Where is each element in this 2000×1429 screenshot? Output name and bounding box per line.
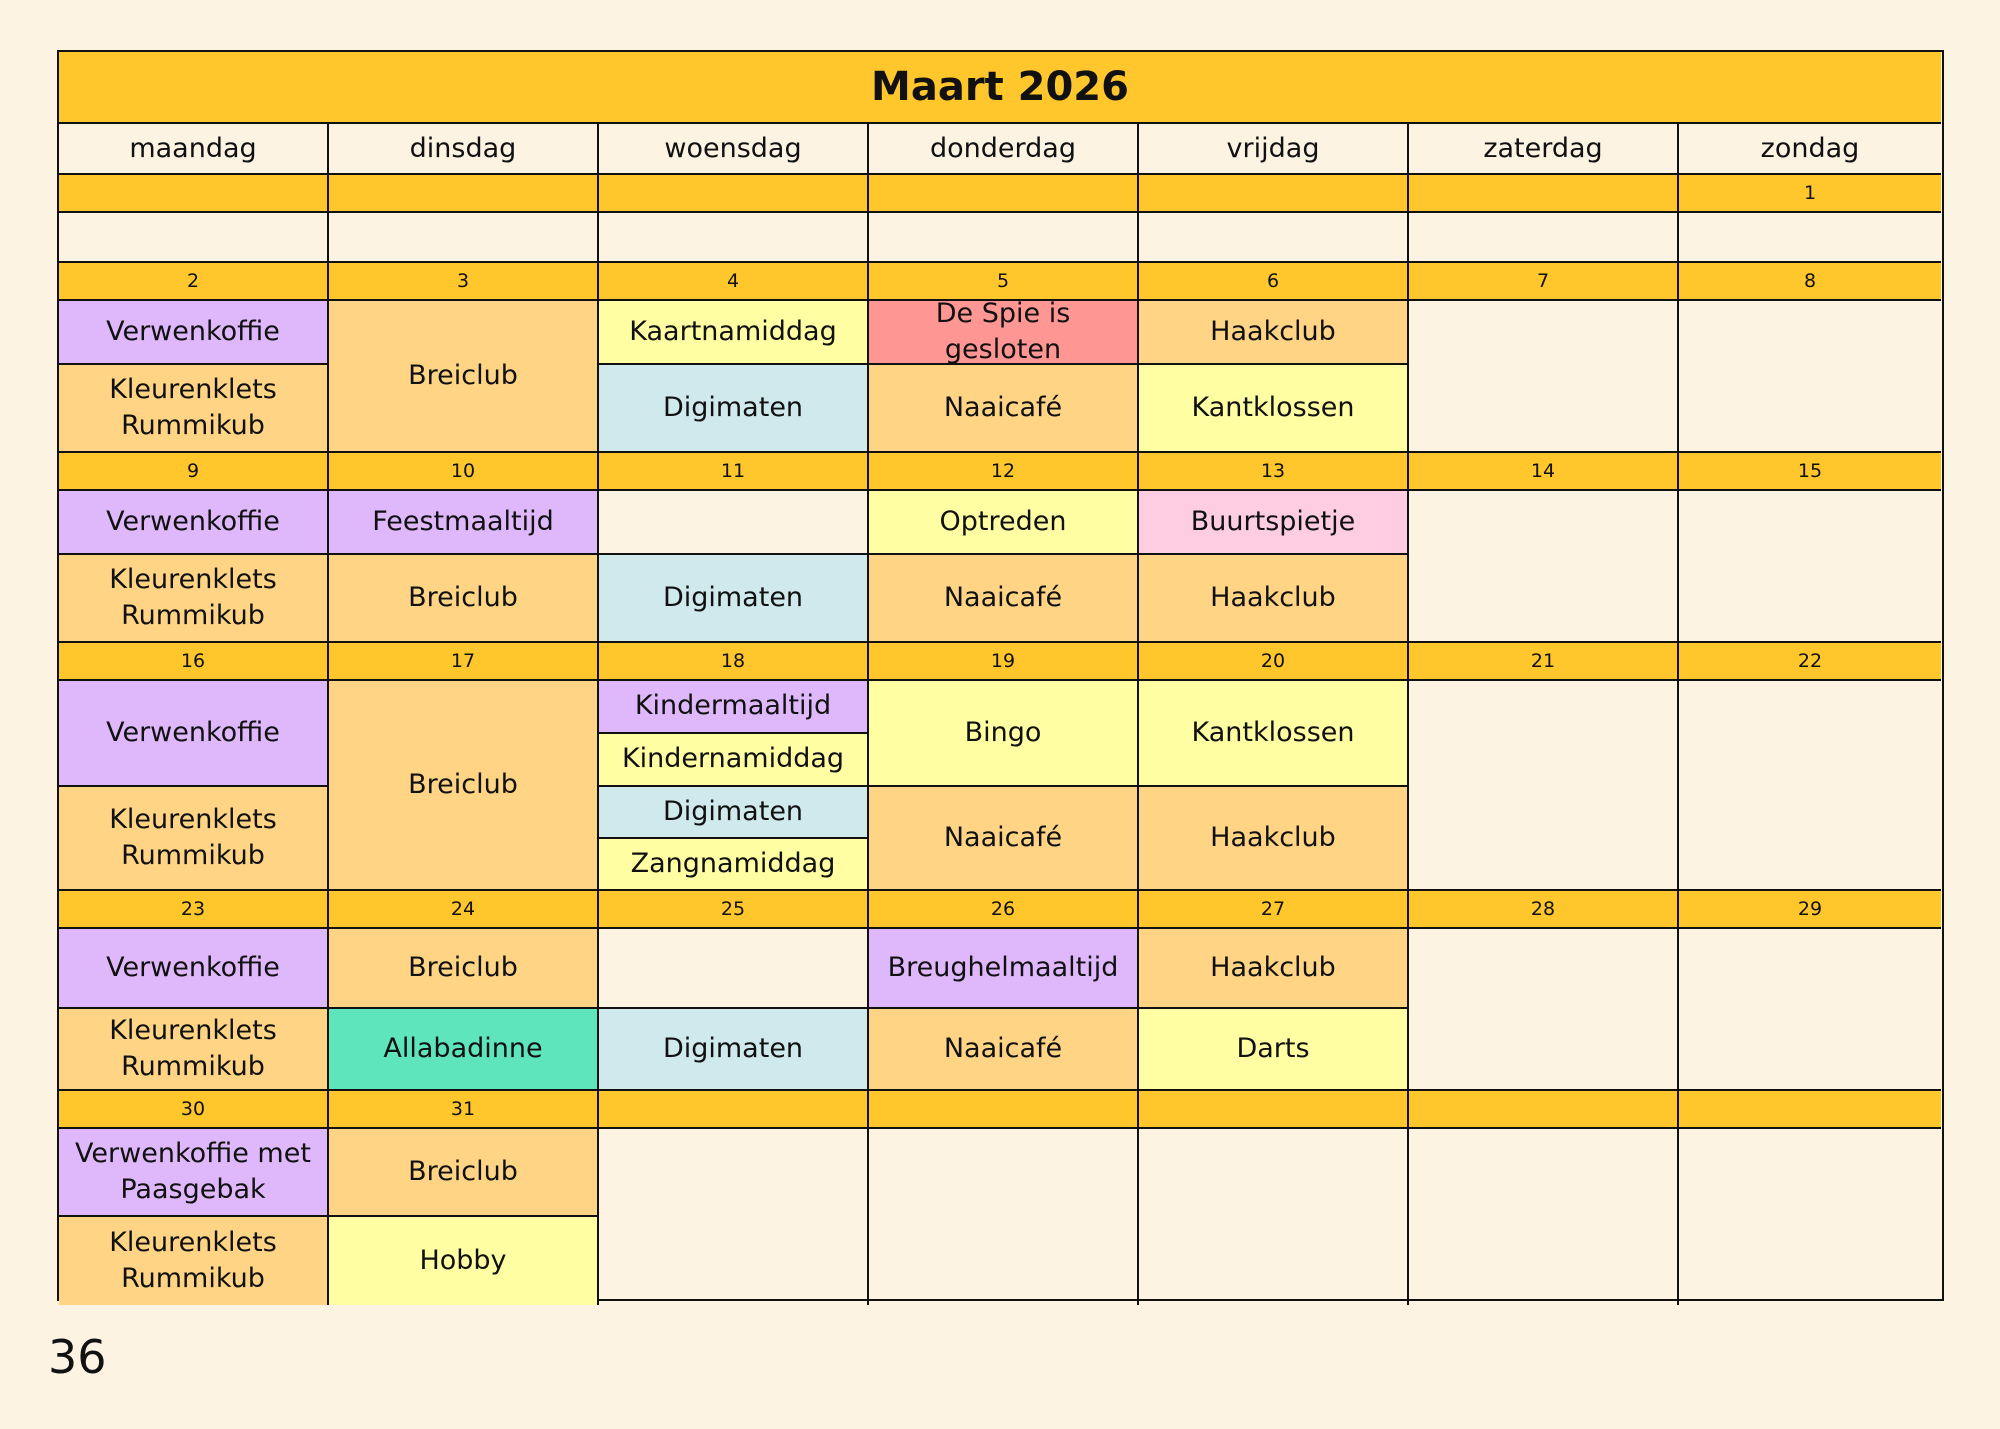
empty-cell [1139, 213, 1409, 263]
date-number: 6 [1139, 263, 1409, 301]
page-number: 36 [48, 1330, 107, 1384]
empty-cell [599, 491, 869, 555]
calendar-title: Maart 2026 [59, 52, 1941, 124]
date-number: 31 [329, 1091, 599, 1129]
event-cell: Verwenkoffie [59, 681, 329, 787]
event-cell: Optreden [869, 491, 1139, 555]
empty-cell [1679, 491, 1941, 643]
event-cell: Kindernamiddag [599, 734, 869, 787]
empty-cell [59, 213, 329, 263]
date-number: 12 [869, 453, 1139, 491]
date-number [1139, 1091, 1409, 1129]
event-cell: Kantklossen [1139, 365, 1409, 453]
event-cell: Breiclub [329, 1129, 599, 1217]
event-cell: Verwenkoffie [59, 929, 329, 1009]
empty-cell [599, 929, 869, 1009]
date-number: 15 [1679, 453, 1941, 491]
date-number [59, 175, 329, 213]
empty-cell [599, 213, 869, 263]
date-number: 1 [1679, 175, 1941, 213]
date-number: 18 [599, 643, 869, 681]
event-cell: Breiclub [329, 555, 599, 643]
event-cell: Digimaten [599, 1009, 869, 1091]
date-number: 23 [59, 891, 329, 929]
event-cell: Feestmaaltijd [329, 491, 599, 555]
event-cell: Verwenkoffie met Paasgebak [59, 1129, 329, 1217]
date-number [1409, 1091, 1679, 1129]
date-number [329, 175, 599, 213]
event-cell: Naaicafé [869, 787, 1139, 891]
date-number: 3 [329, 263, 599, 301]
weekday-header: dinsdag [329, 124, 599, 175]
event-cell: Naaicafé [869, 555, 1139, 643]
date-number: 2 [59, 263, 329, 301]
date-number: 17 [329, 643, 599, 681]
event-cell: Kleurenklets Rummikub [59, 555, 329, 643]
event-cell: Breughelmaaltijd [869, 929, 1139, 1009]
event-cell: Verwenkoffie [59, 301, 329, 365]
empty-cell [1679, 1129, 1941, 1305]
date-number: 26 [869, 891, 1139, 929]
weekday-header: zondag [1679, 124, 1941, 175]
date-number: 19 [869, 643, 1139, 681]
event-cell: Kleurenklets Rummikub [59, 1217, 329, 1305]
weekday-header: zaterdag [1409, 124, 1679, 175]
date-number [869, 1091, 1139, 1129]
event-cell: Buurtspietje [1139, 491, 1409, 555]
weekday-header: vrijdag [1139, 124, 1409, 175]
date-number: 27 [1139, 891, 1409, 929]
date-number: 30 [59, 1091, 329, 1129]
event-cell: Naaicafé [869, 365, 1139, 453]
date-number: 28 [1409, 891, 1679, 929]
empty-cell [869, 1129, 1139, 1305]
empty-cell [1679, 929, 1941, 1091]
event-cell: Breiclub [329, 301, 599, 453]
empty-cell [1679, 213, 1941, 263]
empty-cell [1679, 681, 1941, 891]
date-number: 4 [599, 263, 869, 301]
empty-cell [1409, 491, 1679, 643]
empty-cell [1409, 213, 1679, 263]
event-cell: Kindermaaltijd [599, 681, 869, 734]
event-cell: Darts [1139, 1009, 1409, 1091]
date-number: 10 [329, 453, 599, 491]
event-cell: Breiclub [329, 929, 599, 1009]
date-number: 11 [599, 453, 869, 491]
empty-cell [1409, 1129, 1679, 1305]
date-number [869, 175, 1139, 213]
event-cell: Kaartnamiddag [599, 301, 869, 365]
date-number: 9 [59, 453, 329, 491]
event-cell: Zangnamiddag [599, 839, 869, 891]
event-cell: Naaicafé [869, 1009, 1139, 1091]
event-cell: Hobby [329, 1217, 599, 1305]
date-number [1409, 175, 1679, 213]
date-number: 7 [1409, 263, 1679, 301]
date-number: 21 [1409, 643, 1679, 681]
date-number: 14 [1409, 453, 1679, 491]
date-number: 8 [1679, 263, 1941, 301]
date-number: 13 [1139, 453, 1409, 491]
event-cell: Kleurenklets Rummikub [59, 1009, 329, 1091]
empty-cell [1409, 929, 1679, 1091]
date-number: 5 [869, 263, 1139, 301]
event-cell: De Spie is gesloten [869, 301, 1139, 365]
date-number: 25 [599, 891, 869, 929]
event-cell: Breiclub [329, 681, 599, 891]
empty-cell [1409, 301, 1679, 453]
empty-cell [329, 213, 599, 263]
empty-cell [1139, 1129, 1409, 1305]
event-cell: Haakclub [1139, 301, 1409, 365]
date-number: 16 [59, 643, 329, 681]
event-cell: Allabadinne [329, 1009, 599, 1091]
event-cell: Kantklossen [1139, 681, 1409, 787]
empty-cell [1679, 301, 1941, 453]
event-cell: Bingo [869, 681, 1139, 787]
calendar-grid [57, 50, 1944, 1301]
date-number: 29 [1679, 891, 1941, 929]
event-cell: Haakclub [1139, 555, 1409, 643]
date-number [1679, 1091, 1941, 1129]
empty-cell [599, 1129, 869, 1305]
date-number: 22 [1679, 643, 1941, 681]
empty-cell [869, 213, 1139, 263]
event-cell: Verwenkoffie [59, 491, 329, 555]
date-number [599, 1091, 869, 1129]
weekday-header: maandag [59, 124, 329, 175]
weekday-header: woensdag [599, 124, 869, 175]
event-cell: Digimaten [599, 787, 869, 839]
event-cell: Haakclub [1139, 929, 1409, 1009]
date-number [1139, 175, 1409, 213]
event-cell: Haakclub [1139, 787, 1409, 891]
date-number: 24 [329, 891, 599, 929]
event-cell: Digimaten [599, 555, 869, 643]
event-cell: Kleurenklets Rummikub [59, 365, 329, 453]
date-number [599, 175, 869, 213]
weekday-header: donderdag [869, 124, 1139, 175]
event-cell: Digimaten [599, 365, 869, 453]
date-number: 20 [1139, 643, 1409, 681]
empty-cell [1409, 681, 1679, 891]
event-cell: Kleurenklets Rummikub [59, 787, 329, 891]
